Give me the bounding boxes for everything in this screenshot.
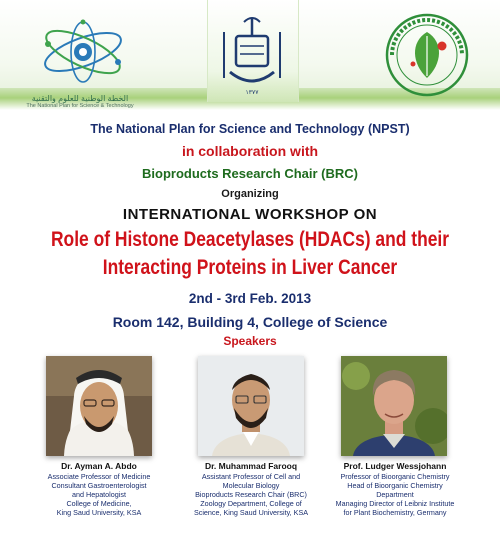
workshop-heading: INTERNATIONAL WORKSHOP ON xyxy=(122,206,378,223)
speaker-detail: Head of Bioorganic Chemistry xyxy=(347,481,443,490)
workshop-dates: 2nd - 3rd Feb. 2013 xyxy=(188,291,312,306)
speaker-name: Dr. Muhammad Farooq xyxy=(204,461,298,471)
speaker-detail: for Plant Biochemistry, Germany xyxy=(343,508,447,517)
workshop-title-line-1: Role of Histone Deacetylases (HDACs) and their xyxy=(50,228,450,251)
svg-text:١٣٧٧: ١٣٧٧ xyxy=(245,90,259,96)
speaker-photo-ludger-wessjohann xyxy=(341,356,447,456)
speaker-photo-muhammad-farooq xyxy=(198,356,304,456)
chair-line: Bioproducts Research Chair (BRC) xyxy=(142,166,358,181)
speaker-name: Dr. Ayman A. Abdo xyxy=(61,461,137,471)
speaker-detail: Consultant Gastroenterologist xyxy=(51,481,147,490)
workshop-title-line-2: Interacting Proteins in Liver Cancer xyxy=(102,256,398,279)
brc-logo xyxy=(380,8,475,103)
speaker-detail: Molecular Biology xyxy=(222,481,280,490)
npst-logo-caption: الخطة الوطنية للعلوم والتقنية The National Plan for Science & Technology xyxy=(26,94,134,109)
speaker-card-1 xyxy=(14,462,184,517)
speaker-detail: Bioproducts Research Chair (BRC) xyxy=(195,490,307,499)
speaker-detail: Zoology Department, College of xyxy=(200,499,302,508)
speaker-card-3 xyxy=(310,462,480,517)
ksu-logo xyxy=(218,12,286,98)
npst-logo xyxy=(28,14,138,104)
speaker-detail: Professor of Bioorganic Chemistry xyxy=(340,472,450,481)
speaker-detail: Science, King Saud University, KSA xyxy=(193,508,309,517)
speaker-detail: and Hepatologist xyxy=(72,490,126,499)
speaker-detail: Assistant Professor of Cell and xyxy=(201,472,301,481)
speaker-photo-ayman-abdo xyxy=(46,356,152,456)
speakers-heading: Speakers xyxy=(223,334,277,348)
speaker-name: Prof. Ludger Wessjohann xyxy=(343,461,447,471)
organizing-line: Organizing xyxy=(221,188,279,200)
workshop-venue: Room 142, Building 4, College of Science xyxy=(112,314,388,330)
speaker-detail: Managing Director of Leibniz Institute xyxy=(335,499,455,508)
speaker-detail: College of Medicine, xyxy=(66,499,132,508)
speaker-detail: Department xyxy=(376,490,414,499)
speaker-detail: Associate Professor of Medicine xyxy=(47,472,151,481)
collaboration-line: in collaboration with xyxy=(181,143,319,159)
speaker-detail: King Saud University, KSA xyxy=(56,508,142,517)
organizer-line: The National Plan for Science and Technology (NPST) xyxy=(90,122,410,136)
